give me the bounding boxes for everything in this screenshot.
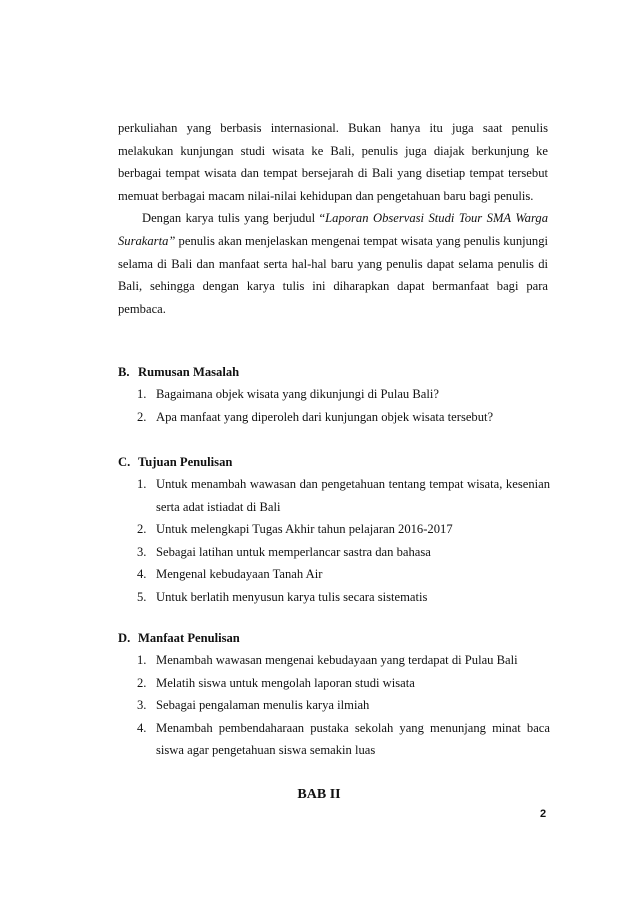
intro-paragraph-1: perkuliahan yang berbasis internasional. Bukan hanya itu juga saat penulis melakukan kunjungan studi wisata ke Bali, penulis juga diajak berkunjung ke berbagai tempat wisata dan tempat bersejarah di Bali yang disetiap tempat tersebut memuat berbagai macam nilai-nilai kehidupan dan pengetahuan baru bagi penulis.	[118, 121, 548, 203]
list-item: 1. Bagaimana objek wisata yang dikunjungi di Pulau Bali?	[137, 387, 439, 401]
report-title: Laporan Observasi Studi Tour SMA Warga Surakarta”	[118, 211, 549, 248]
tujuan-list	[118, 473, 550, 609]
manfaat-list	[118, 649, 550, 762]
section-heading: C. Tujuan Penulisan	[118, 455, 233, 469]
section-manfaat-penulisan	[118, 627, 550, 762]
chapter-heading: BAB II	[297, 787, 341, 802]
intro-p2-rest: penulis akan menjelaskan mengenai tempat wisata yang penulis kunjungi selama di Bali dan manfaat serta hal-hal baru yang penulis dapat selama penulis di Bali, sehingga dengan karya tulis ini diharapkan dapat bermanfaat bagi para pembaca.	[118, 233, 548, 316]
list-item: 4. Menambah pembendaharaan pustaka sekolah yang menunjang minat baca siswa agar pengetahuan siswa semakin luas	[137, 720, 550, 758]
list-item: 1. Untuk menambah wawasan dan pengetahuan tentang tempat wisata, kesenian serta adat istiadat di Bali	[137, 477, 550, 514]
section-tujuan-penulisan	[118, 451, 550, 609]
list-item: 5. Untuk berlatih menyusun karya tulis secara sistematis	[137, 589, 428, 604]
list-item: 2. Untuk melengkapi Tugas Akhir tahun pelajaran 2016-2017	[137, 522, 453, 537]
section-rumusan-masalah	[118, 361, 550, 428]
section-heading: D. Manfaat Penulisan	[118, 631, 240, 645]
list-item: 3. Sebagai latihan untuk memperlancar sastra dan bahasa	[137, 544, 431, 559]
section-heading: B. Rumusan Masalah	[118, 365, 240, 379]
list-item: 2. Melatih siswa untuk mengolah laporan studi wisata	[137, 675, 415, 690]
intro-p2-lead: Dengan karya tulis yang berjudul “	[142, 211, 326, 226]
list-item: 2. Apa manfaat yang diperoleh dari kunjungan objek wisata tersebut?	[137, 409, 494, 424]
rumusan-list	[118, 383, 550, 428]
list-item: 4. Mengenal kebudayaan Tanah Air	[137, 567, 323, 582]
page-number: 2	[540, 808, 547, 820]
list-item: 1. Menambah wawasan mengenai kebudayaan yang terdapat di Pulau Bali	[137, 653, 518, 667]
intro-text	[118, 117, 548, 320]
list-item: 3. Sebagai pengalaman menulis karya ilmiah	[137, 698, 370, 713]
intro-paragraph-2	[118, 207, 548, 320]
